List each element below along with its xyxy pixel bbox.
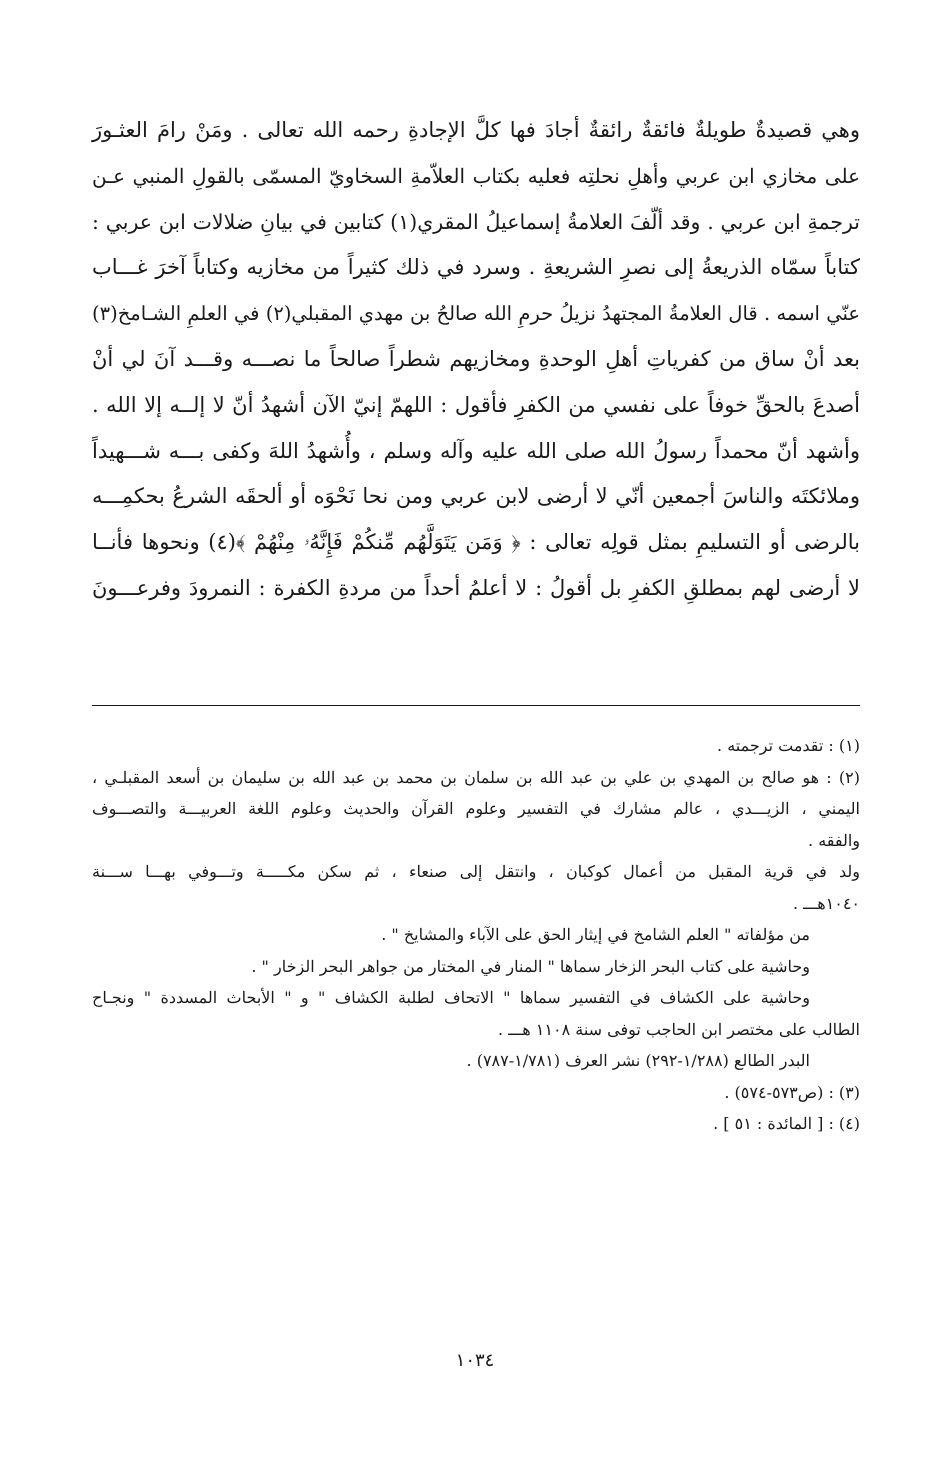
footnote-2-line: والفقه . [808,830,860,850]
body-line: بعد أنْ ساق من كفرياتِ أهلِ الوحدةِ ومخازيهم شطراً صالحاً ما نصـــه وقـــد آنَ لي أنْ [92,346,860,371]
footnote-1: (١) : تقدمت ترجمته . [717,736,860,755]
body-line: ترجمةِ ابن عربي . وقد ألّفَ العلامةُ إسماعيلُ المقري(١) كتابين في بيانِ ضلالات ابن عربي : [92,209,861,234]
body-line: وهي قصيدةٌ طويلةٌ فائقةٌ رائقةٌ أجادَ فها كلَّ الإجادةِ رحمه الله تعالى . ومَنْ رامَ العثـورَ [92,118,860,142]
footnote-2-line: الطالب على مختصر ابن الحاجب توفى سنة ١١٠٨ هـــ . [498,1019,860,1039]
footnote-2-line: (٢) : هو صالح بن المهدي بن علي بن عبد الله بن سلمان بن محمد بن عبد الله بن سليمان بن أسعد المقبلـي ، [92,767,860,787]
footnote-2-line: ولد في قرية المقبل من أعمال كوكبان ، وانتقل إلى صنعاء ، ثم سكن مكـــــة وتـــوفي بهـــا ســـنة [92,862,860,881]
body-line: عنّي اسمه . قال العلامةُ المجتهدُ نزيلُ حرمِ الله صالحُ بن مهدي المقبلي(٢) في العلمِ الشـامخ(٣) [92,302,860,326]
body-line: أصدعَ بالحقِّ خوفاً على نفسي من الكفرِ فأقول : اللهمّ إنيّ الآن أشهدُ أنّ لا إلــه إلا الله . [92,392,860,417]
page-number: ١٠٣٤ [455,1350,495,1371]
footnote-4: (٤) : [ المائدة : ٥١ ] . [713,1114,860,1133]
main-body-text [92,108,860,612]
footnote-3: (٣) : (ص٥٧٣-٥٧٤) . [724,1082,860,1102]
footnote-2-line: اليمني ، الزيـــدي ، عالم مشارك في التفسير وعلوم القرآن والحديث وعلوم اللغة العربيـــة والتصـــوف [92,799,860,818]
footnote-divider [92,705,860,706]
body-line: على مخازي ابن عربي وأهلِ نحلتِه فعليه بكتاب العلاّمةِ السخاويّ المسمّى بالقولِ المنبي عـن [92,163,860,188]
footnote-2-line: ١٠٤٠هـــ . [792,893,860,913]
body-line: بالرضى أو التسليمِ بمثل قولِه تعالى : ﴿ وَمَن يَتَوَلَّهُم مِّنكُمْ فَإِنَّهُۥ مِنْهُمْ ﴾(٤) ونحوها فأنــا [92,530,860,555]
footnotes-section [92,730,860,1140]
footnote-2-line: وحاشية على كتاب البحر الزخار سماها " المنار في المختار من جواهر البحر الزخار " . [251,956,810,976]
footnote-2-line: وحاشية على الكشاف في التفسير سماها " الاتحاف لطلبة الكشاف " و " الأبحاث المسددة " ونجـاح [92,988,810,1007]
body-line: كتاباً سمّاه الذريعةُ إلى نصرِ الشريعةِ . وسرد في ذلك كثيراً من مخازيه وكتاباً آخرَ غـــاب [92,255,860,280]
body-line: لا أرضى لهم بمطلقِ الكفرِ بل أقولُ : لا أعلمُ أحداً من مردةِ الكفرة : النمرودَ وفرعـــونَ [92,575,860,600]
footnote-2-line: البدر الطالع (١/٢٨٨-٢٩٢) نشر العرف (١/٧٨١-٧٨٧) . [466,1051,810,1070]
body-line: وملائكتَه والناسَ أجمعين أنّي لا أرضى لابن عربي ومن نحا نَحْوَه أو ألحقَه الشرعُ بحكمِـــه [92,484,860,509]
footnote-2-line: من مؤلفاته " العلم الشامخ في إيثار الحق على الآباء والمشايخ " . [381,925,810,944]
body-line: وأشهد أنّ محمداً رسولُ الله صلى الله عليه وآله وسلم ، وأُشهدُ اللهَ وكفى بـــه شـــهيداً [92,438,860,463]
